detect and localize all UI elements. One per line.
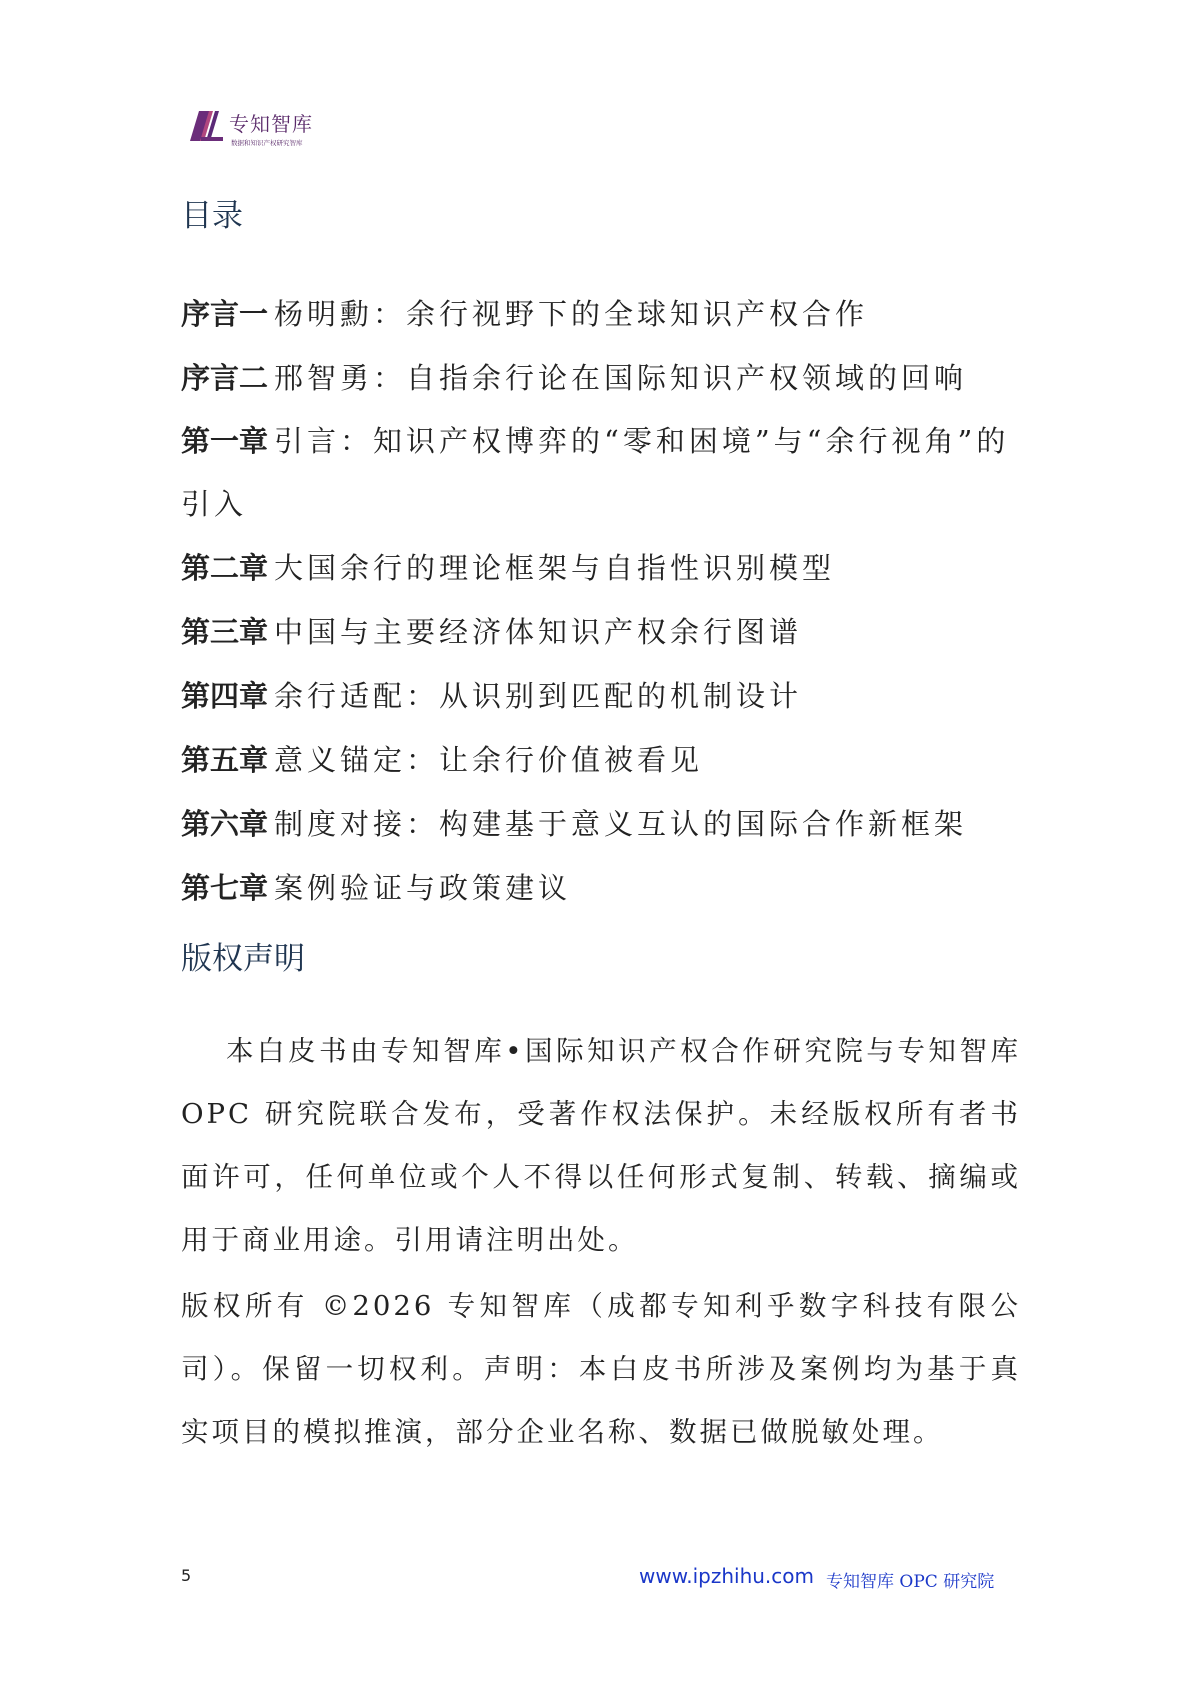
rights-statement-paragraph: 版权所有 ©2026 专知智库（成都专知利乎数字科技有限公司）。保留一切权利。声明：本白皮书所涉及案例均为基于真实项目的模拟推演，部分企业名称、数据已做脱敏处理。 <box>181 1290 1021 1448</box>
toc-item[interactable] <box>181 346 1021 410</box>
toc-item-label: 第五章 <box>181 743 269 777</box>
toc-item-text: 中国与主要经济体知识产权余行图谱 <box>274 615 803 649</box>
toc-item-label: 第四章 <box>181 679 269 713</box>
toc-item-label: 第一章 <box>181 424 269 458</box>
toc-item-text: 大国余行的理论框架与自指性识别模型 <box>274 551 836 585</box>
toc-title: 目录 <box>181 198 243 234</box>
toc-item[interactable] <box>181 664 1021 728</box>
table-of-contents <box>181 282 1021 920</box>
toc-item-label: 序言二 <box>181 361 269 395</box>
logo-subtitle: 数据和知识产权研究智库 <box>231 139 303 147</box>
toc-item[interactable] <box>181 856 1021 920</box>
toc-item[interactable] <box>181 600 1021 664</box>
zhizhi-logo-icon <box>190 110 224 142</box>
toc-item[interactable] <box>181 792 1021 856</box>
toc-item[interactable] <box>181 536 1021 600</box>
toc-item-label: 第六章 <box>181 807 269 841</box>
toc-item-text: 案例验证与政策建议 <box>274 871 572 905</box>
website-link[interactable]: www.ipzhihu.com <box>639 1564 814 1588</box>
copyright-paragraph: 本白皮书由专知智库•国际知识产权合作研究院与专知智库 OPC 研究院联合发布，受著作权法保护。未经版权所有者书面许可，任何单位或个人不得以任何形式复制、转载、摘编或用于商业用途。引用请注明出处。 <box>181 1035 1021 1256</box>
toc-item[interactable] <box>181 282 1021 346</box>
toc-item-text: 邢智勇：自指余行论在国际知识产权领域的回响 <box>274 361 968 395</box>
toc-item-label: 序言一 <box>181 297 269 331</box>
toc-item-label: 第七章 <box>181 871 269 905</box>
toc-item-text: 制度对接：构建基于意义互认的国际合作新框架 <box>274 807 968 841</box>
toc-item-label: 第二章 <box>181 551 269 585</box>
toc-item-label: 第三章 <box>181 615 269 649</box>
toc-item-text: 意义锚定：让余行价值被看见 <box>274 743 704 777</box>
toc-item-text: 引言：知识产权博弈的“零和困境”与“余行视角”的引入 <box>181 424 1010 521</box>
toc-item-text: 杨明勳：余行视野下的全球知识产权合作 <box>274 297 869 331</box>
toc-item[interactable] <box>181 728 1021 792</box>
footer-org-name: 专知智库 OPC 研究院 <box>826 1572 995 1592</box>
toc-item-text: 余行适配：从识别到匹配的机制设计 <box>274 679 803 713</box>
toc-item[interactable] <box>181 410 1021 536</box>
logo-name: 专知智库 <box>229 112 313 136</box>
copyright-title: 版权声明 <box>181 941 305 977</box>
page-number: 5 <box>181 1566 192 1585</box>
